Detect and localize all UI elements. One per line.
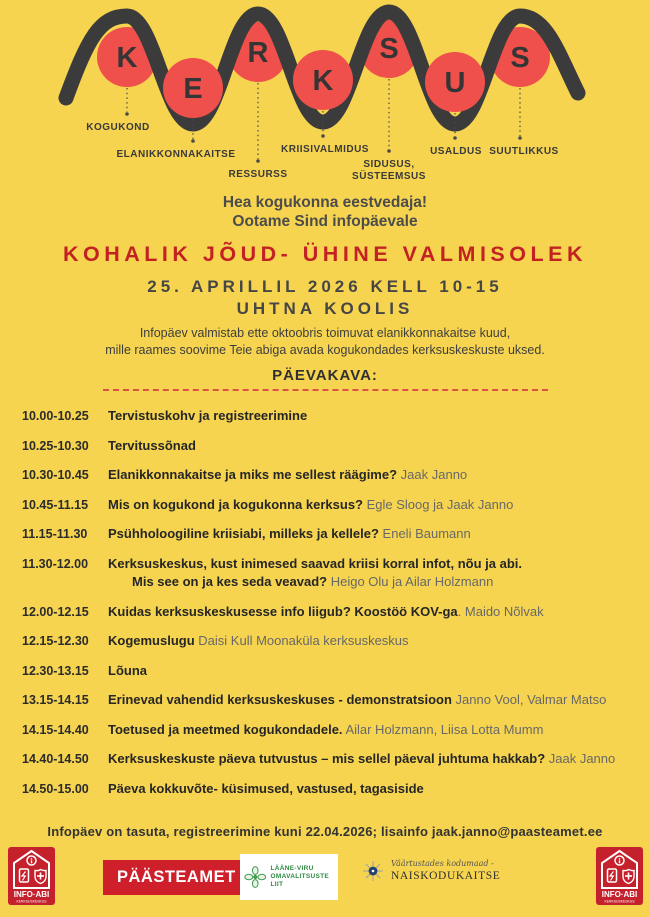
kerksus-keyword-label: RESSURSS [228,169,288,180]
schedule-time: 14.40-14.50 [22,752,89,766]
kerksus-letter: K [312,65,334,97]
info-abi-logo-right [596,847,643,905]
svg-text:INFO·ABI: INFO·ABI [13,890,50,899]
schedule-topic: Kerksuskeskuste päeva tutvustus – mis sellel päeval juhtuma hakkab? [108,751,546,766]
schedule-second-line [132,573,650,592]
laane-viru-line2: OMAVALITSUSTE LIIT [270,873,330,888]
schedule-time: 10.30-10.45 [22,468,89,482]
schedule-description [108,632,650,651]
schedule-topic: Psühholoogiline kriisiabi, milleks ja kellele? [108,526,379,541]
logo-row [0,847,650,905]
kerksus-keyword-label: SUUTLIKKUS [489,146,559,157]
naiskodukaitse-slogan: Väärtustades kodumaad - [391,859,494,868]
intro-line-2: mille raames soovime Teie abiga avada kogukondades kerksuskeskuste uksed. [105,342,545,357]
schedule-row [22,780,650,799]
schedule-description [108,525,650,544]
schedule-topic: Erinevad vahendid kerksuskeskuses - demonstratsioon [108,692,452,707]
schedule-description [108,466,650,485]
schedule-speakers: . Maido Nõlvak [457,603,544,619]
info-abi-text [8,847,55,905]
schedule-row [22,407,650,426]
connector-dot [321,134,325,138]
schedule-topic: Päeva kokkuvõte- küsimused, vastused, tagasiside [108,780,424,796]
schedule-description [108,750,650,769]
schedule-row [22,555,650,592]
schedule-topic: Kerksuskeskus, kust inimesed saavad kriisi korral infot, nõu ja abi. [108,555,523,571]
schedule-speakers: Heigo Olu ja Ailar Holzmann [327,574,494,589]
schedule-list [22,407,650,798]
registration-note: Infopäev on tasuta, registreerimine kuni 22.04.2026; lisainfo jaak.janno@paasteamet.ee [47,824,603,839]
schedule-time: 12.15-12.30 [22,634,89,648]
naiskodukaitse-logo [362,859,500,883]
schedule-speakers: Jaak Janno [545,751,616,766]
kerksus-keyword-label: ELANIKKONNAKAITSE [116,149,236,160]
info-abi-logo-left [8,847,55,905]
schedule-time: 12.00-12.15 [22,604,89,619]
connector-dot [453,136,457,140]
naiskodukaitse-emblem-icon [362,860,384,882]
schedule-row [22,721,650,740]
svg-text:KERKSUSKESKUS: KERKSUSKESKUS [604,899,635,904]
connector-dot [518,136,522,140]
schedule-time: 11.30-12.00 [22,556,89,571]
connector-dot [125,112,129,116]
schedule-speakers: Egle Sloog ja Jaak Janno [363,496,514,512]
agenda-divider [103,389,548,391]
schedule-description [108,496,650,515]
schedule-speakers: Ailar Holzmann, Liisa Lotta Mumm [342,721,544,737]
svg-text:KERKSUSKESKUS: KERKSUSKESKUS [16,899,47,904]
schedule-time: 11.15-11.30 [22,527,88,541]
schedule-topic: Toetused ja meetmed kogukondadele. [108,721,343,737]
schedule-row [22,466,650,485]
laane-viru-text [271,865,335,889]
page-title: KOHALIK JÕUD- ÜHINE VALMISOLEK [63,242,587,266]
kerksus-letter: R [247,37,269,69]
schedule-time: 12.30-13.15 [22,663,89,678]
schedule-topic: Mis see on ja kes seda veavad? [132,574,328,589]
schedule-description [108,437,650,456]
kerksus-letter: K [116,42,138,74]
laane-viru-logo [240,854,338,900]
schedule-time: 14.15-14.40 [22,722,89,737]
schedule-description [108,603,650,622]
kerksus-letter: U [444,67,466,99]
kerksus-letter: S [510,42,530,74]
schedule-topic: Tervistuskohv ja registreerimine [108,408,308,423]
greeting-line-1: Hea kogukonna eestvedaja! [222,194,428,211]
schedule-topic: Mis on kogukond ja kogukonna kerksus? [108,496,363,512]
event-date: 25. APRILLIL 2026 KELL 10-15 [147,277,503,296]
schedule-speakers: Daisi Kull Moonaküla kerksuskeskus [194,633,409,648]
kerksus-keyword-label: USALDUS [430,146,482,157]
kerksus-wave-svg [0,0,650,188]
laane-viru-flower-icon [244,864,267,890]
schedule-time: 10.45-11.15 [22,497,89,512]
kerksus-letter: S [379,33,399,65]
connector-dot [387,149,391,153]
schedule-row [22,662,650,681]
paasteamet-logo: PÄÄSTEAMET [103,860,250,895]
kerksus-letter: E [183,73,203,105]
schedule-time: 10.00-10.25 [22,409,89,423]
greeting-line-2: Ootame Sind infopäevale [232,213,418,230]
schedule-description [108,407,650,426]
naiskodukaitse-text [391,859,500,883]
info-abi-text [596,847,643,905]
schedule-topic: Elanikkonnakaitse ja miks me sellest räägime? [108,467,398,482]
schedule-time: 14.50-15.00 [22,781,89,796]
schedule-row [22,691,650,710]
schedule-description [108,780,650,799]
kerksus-banner [0,0,650,188]
laane-viru-line1: LÄÄNE-VIRU [270,865,314,872]
naiskodukaitse-name: NAISKODUKAITSE [391,870,501,882]
schedule-topic: Kogemuslugu [108,633,195,648]
connector-dot [256,159,260,163]
schedule-row [22,437,650,456]
schedule-speakers: Janno Vool, Valmar Matso [451,692,607,707]
connector-dot [191,139,195,143]
schedule-row [22,632,650,651]
schedule-description [108,555,650,592]
schedule-time: 13.15-14.15 [22,693,89,707]
schedule-speakers: Jaak Janno [397,467,468,482]
kerksus-keyword-label: KOGUKOND [86,122,150,133]
svg-text:INFO·ABI: INFO·ABI [601,890,638,899]
schedule-description [108,662,650,681]
agenda-heading: PÄEVAKAVA: [272,367,378,384]
schedule-row [22,496,650,515]
schedule-row [22,750,650,769]
schedule-topic: Kuidas kerksuskeskusesse info liigub? Koostöö KOV-ga [108,603,458,619]
schedule-row [22,603,650,622]
kerksus-keyword-label: SIDUSUS, SÜSTEEMSUS [352,159,426,182]
intro-line-1: Infopäev valmistab ette oktoobris toimuvat elanikkonnakaitse kuud, [139,326,511,340]
schedule-description [108,691,650,710]
schedule-topic: Lõuna [108,662,147,678]
event-venue: UHTNA KOOLIS [236,299,414,318]
schedule-row [22,525,650,544]
kerksus-keyword-label: KRIISIVALMIDUS [281,144,369,155]
schedule-topic: Tervitussõnad [108,437,196,453]
schedule-speakers: Eneli Baumann [378,526,471,541]
schedule-time: 10.25-10.30 [22,438,89,453]
schedule-description [108,721,650,740]
